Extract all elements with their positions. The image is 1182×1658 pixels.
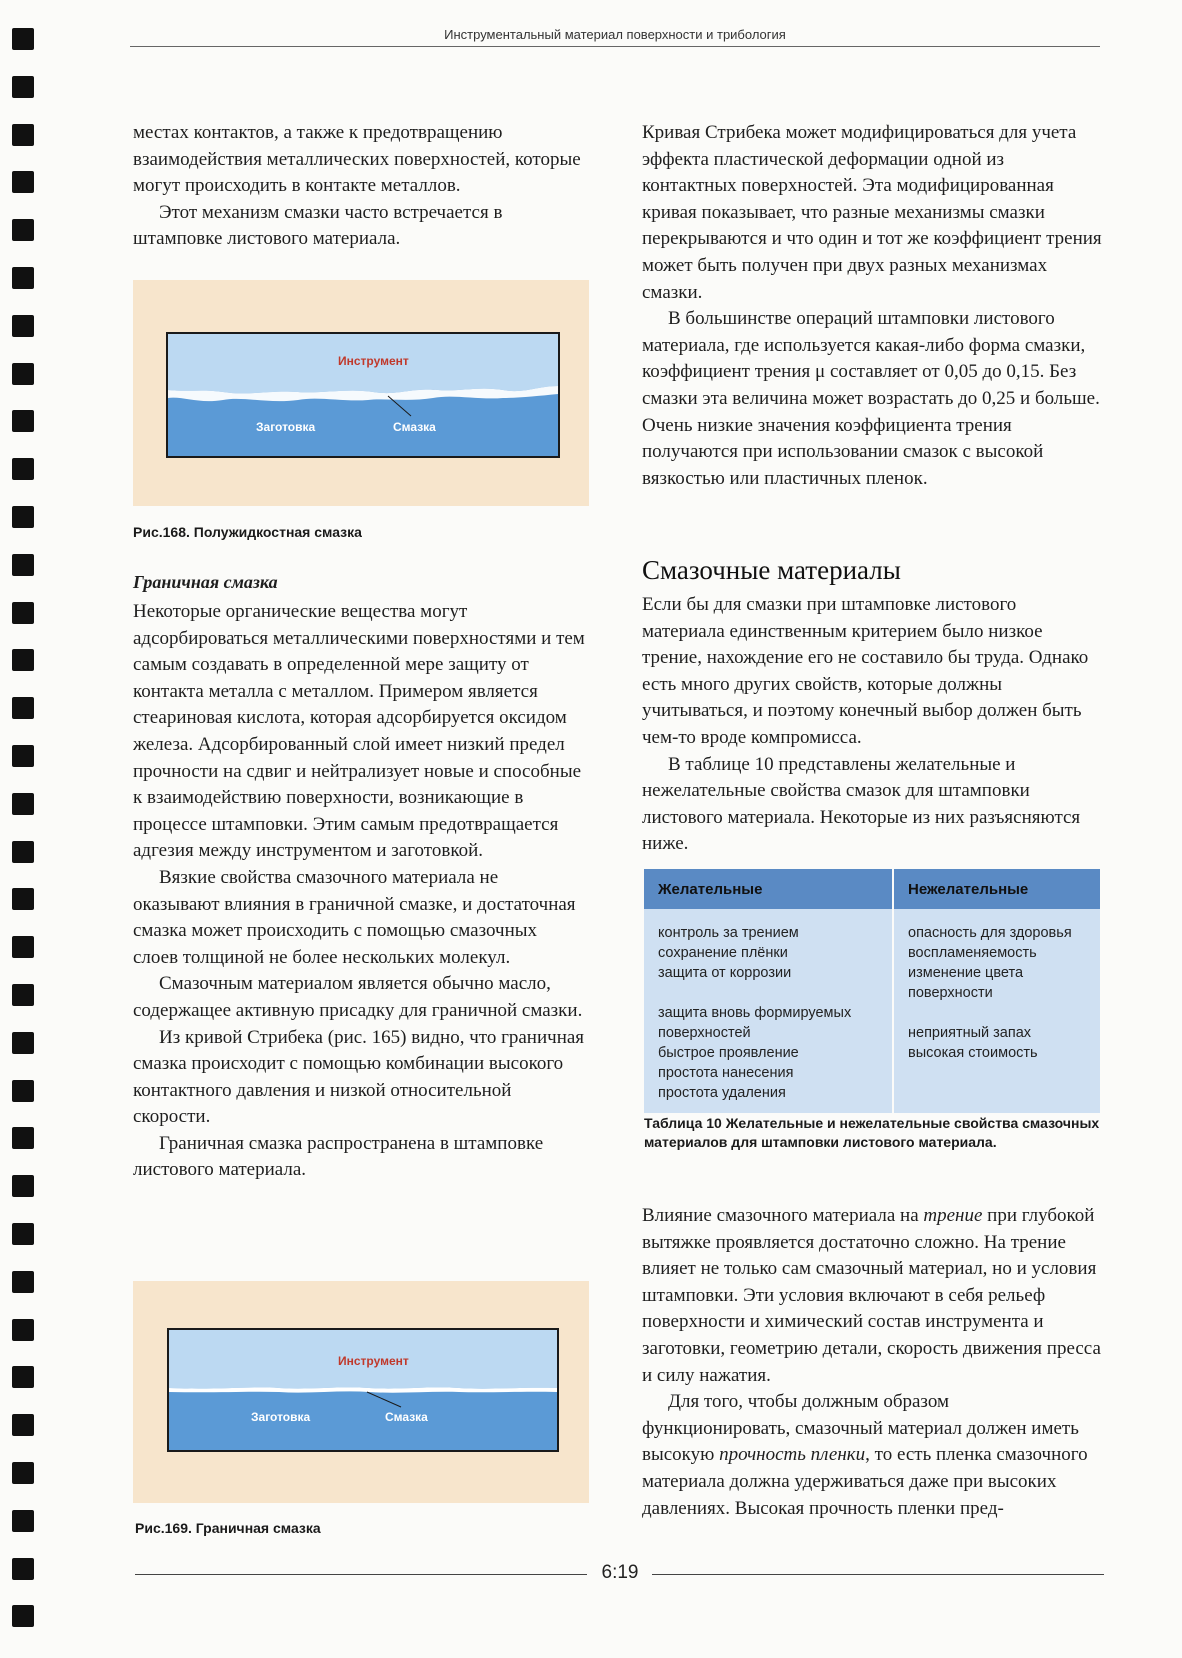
running-header: Инструментальный материал поверхности и трибология (444, 27, 786, 42)
table-list-item: высокая стоимость (908, 1045, 1038, 1061)
paragraph: В большинстве операций штамповки листового материала, где используется какая-либо форма смазки, коэффициент трения μ составляет от 0,05 до 0,15. Без смазки эта величина может возрастать до 0,25 и больше. Очень низкие значения коэффициента трения получаются при использовании смазок с высокой вязкостью или пластичных пленок. (642, 308, 1100, 489)
binding-hole (12, 1271, 34, 1293)
section-title: Смазочные материалы (642, 555, 901, 585)
binding-hole (12, 506, 34, 528)
workpiece-label: Заготовка (251, 1410, 311, 1424)
binding-hole (12, 793, 34, 815)
binding-hole (12, 171, 34, 193)
footer-rule-left (135, 1574, 587, 1575)
footer-rule-right (652, 1574, 1104, 1575)
paragraph: Из кривой Стрибека (рис. 165) видно, что граничная смазка происходит с помощью комбинации высокого контактного давления и низкой относительной скорости. (133, 1026, 585, 1128)
binding-hole (12, 1080, 34, 1102)
right-column-section (642, 555, 1102, 858)
list-gap (658, 983, 878, 1003)
binding-hole (12, 315, 34, 337)
binding-hole (12, 363, 34, 385)
paragraph: Кривая Стрибека может модифицироваться для учета эффекта пластической деформации одной из контактных поверхностей. Эта модифицированная кривая показывает, что разные механизмы смазки перекрываются и что один и тот же коэффициент трения может быть получен при двух разных механизмах смазки. (642, 122, 1102, 303)
figure-169 (133, 1281, 589, 1503)
list-gap (908, 1003, 1086, 1023)
binding-hole (12, 1175, 34, 1197)
paragraph: Вязкие свойства смазочного материала не оказывают влияния в граничной смазке, и достаточная смазка может происходить с помощью смазочных слоев толщиной не более нескольких молекул. (133, 866, 576, 968)
binding-hole (12, 984, 34, 1006)
workpiece-label: Заготовка (256, 420, 316, 434)
table-list-item: простота нанесения (658, 1065, 794, 1081)
text-run: при глубокой вытяжке проявляется достаточно сложно. На трение влияет не только сам смазочный материал, но и условия штамповки. Эти условия включают в себя рельеф поверхности и химический состав инструмента и заготовки, геометрию детали, скорость движения пресса и силу нажатия. (642, 1205, 1101, 1386)
figure-168 (133, 280, 589, 506)
paragraph: Некоторые органические вещества могут адсорбироваться металлическими поверхностями и тем самым создавать в определенной мере защиту от контакта металла с металлом. Примером является стеариновая кислота, которая адсорбируется оксидом железа. Адсорбированный слой имеет низкий предел прочности на сдвиг и нейтрализует новые и способные к взаимодействию поверхности, возникающие в процессе штамповки. Этим самым предотвращается адгезия между инструментом и заготовкой. (133, 601, 585, 862)
spiral-binding (12, 20, 36, 1650)
header-rule (130, 46, 1100, 47)
figure-168-diagram (166, 332, 560, 458)
binding-hole (12, 1223, 34, 1245)
binding-hole (12, 649, 34, 671)
desirable-list (644, 909, 893, 1113)
binding-hole (12, 458, 34, 480)
paragraph: местах контактов, а также к предотвращению взаимодействия металлических поверхностей, которые могут происходить в контакте металлов. (133, 122, 581, 197)
paragraph: В таблице 10 представлены желательные и нежелательные свойства смазок для штамповки листового материала. Некоторые из них разъясняются ниже. (642, 753, 1081, 855)
binding-hole (12, 410, 34, 432)
boundary-lubrication-diagram (169, 1330, 557, 1450)
binding-hole (12, 1605, 34, 1627)
binding-hole (12, 1127, 34, 1149)
binding-hole (12, 1558, 34, 1580)
binding-hole (12, 124, 34, 146)
right-column-bottom (642, 1203, 1102, 1522)
table-header-undesirable: Нежелательные (893, 869, 1100, 909)
tool-label: Инструмент (338, 1354, 409, 1368)
binding-hole (12, 1032, 34, 1054)
table-list-item: быстрое проявление (658, 1045, 799, 1061)
text-run: Для того, чтобы должным образом функционировать, смазочный материал должен иметь высокую (642, 1391, 1079, 1466)
binding-hole (12, 1414, 34, 1436)
paragraph: Граничная смазка распространена в штамповке листового материала. (133, 1132, 544, 1181)
table-list-item: опасность для здоровья (908, 925, 1072, 941)
properties-table (644, 869, 1100, 1113)
binding-hole (12, 267, 34, 289)
lubricant-label: Смазка (385, 1410, 428, 1424)
binding-hole (12, 1510, 34, 1532)
table-list-item: защита от коррозии (658, 965, 792, 981)
table-10-wrapper (644, 869, 1100, 1113)
figure-168-caption: Рис.168. Полужидкостная смазка (133, 524, 362, 540)
paragraph (642, 1389, 1102, 1522)
left-column-middle (133, 572, 585, 1184)
tool-label: Инструмент (338, 354, 409, 368)
paragraph: Если бы для смазки при штамповке листового материала единственным критерием было низкое трение, нахождение его не составило бы труда. Однако есть много других свойств, которые должны учитываться, и поэтому конечный выбор должен быть чем-то вроде компромисса. (642, 594, 1089, 748)
figure-169-diagram (167, 1328, 559, 1452)
figure-169-caption: Рис.169. Граничная смазка (135, 1520, 321, 1536)
binding-hole (12, 745, 34, 767)
text-run: Влияние смазочного материала на (642, 1205, 924, 1226)
binding-hole (12, 888, 34, 910)
binding-hole (12, 1462, 34, 1484)
binding-hole (12, 602, 34, 624)
table-list-item: контроль за трением (658, 925, 799, 941)
text-run: , то есть пленка смазочного материала должна удерживаться даже при высоких давлениях. Высокая прочность пленки пред- (642, 1444, 1088, 1519)
binding-hole (12, 219, 34, 241)
table-list-item: простота удаления (658, 1085, 786, 1101)
table-list-item: изменение цвета поверхности (908, 965, 1024, 1001)
emphasis-film-strength: прочность пленки (719, 1444, 866, 1466)
table-list-item: сохранение плёнки (658, 945, 788, 961)
right-column-top (642, 120, 1102, 492)
table-list-item: воспламеняемость (908, 945, 1037, 961)
paragraph: Этот механизм смазки часто встречается в штамповке листового материала. (133, 201, 503, 250)
paragraph: Смазочным материалом является обычно масло, содержащее активную присадку для граничной смазки. (133, 973, 583, 1021)
table-list-item: защита вновь формируемых поверхностей (658, 1005, 852, 1041)
subheading-boundary-lubrication: Граничная смазка (133, 572, 278, 592)
binding-hole (12, 76, 34, 98)
binding-hole (12, 1366, 34, 1388)
binding-hole (12, 28, 34, 50)
paragraph (642, 1203, 1102, 1389)
lubricant-label: Смазка (393, 420, 436, 434)
left-column-top (133, 120, 585, 253)
page-number: 6:19 (601, 1562, 639, 1583)
table-10-caption: Таблица 10 Желательные и нежелательные свойства смазочных материалов для штамповки листового материала. (644, 1115, 1100, 1150)
semi-fluid-lubrication-diagram (168, 334, 558, 456)
binding-hole (12, 1319, 34, 1341)
table-list-item: неприятный запах (908, 1025, 1032, 1041)
table-header-desirable: Желательные (644, 869, 893, 909)
binding-hole (12, 841, 34, 863)
binding-hole (12, 554, 34, 576)
undesirable-list (893, 909, 1100, 1113)
binding-hole (12, 936, 34, 958)
binding-hole (12, 697, 34, 719)
emphasis-friction: трение (923, 1205, 983, 1226)
